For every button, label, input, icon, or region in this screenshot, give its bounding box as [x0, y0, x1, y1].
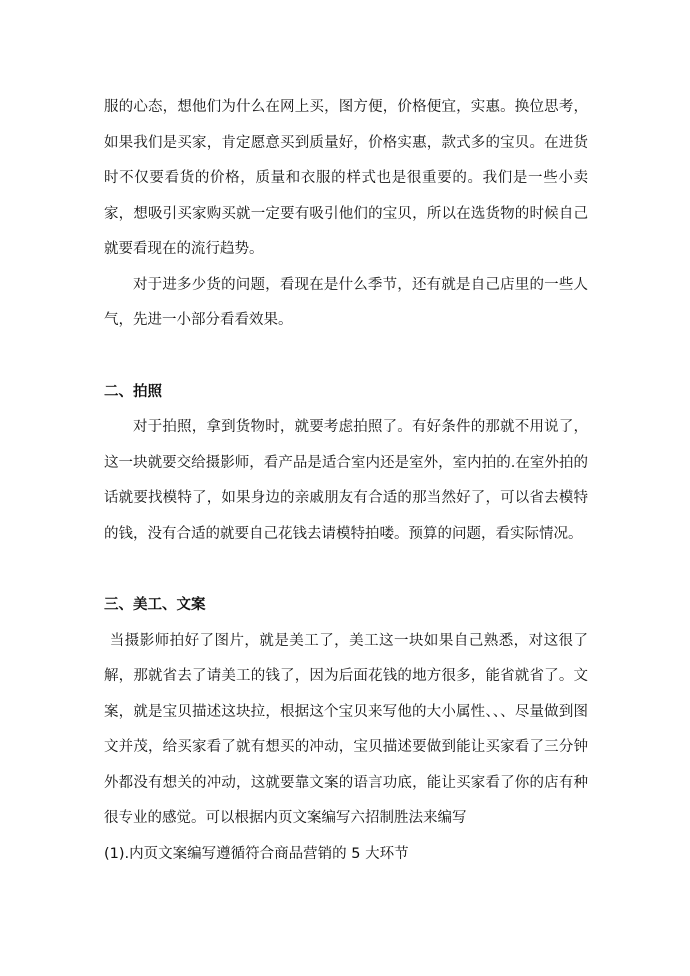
section-spacer	[104, 552, 588, 588]
section-spacer	[104, 339, 588, 375]
subsection-heading: (1).内页文案编写遵循符合商品营销的 5 大环节	[104, 845, 409, 862]
photography-paragraph: 对于拍照，拿到货物时，就要考虑拍照了。有好条件的那就不用说了，这一块就要交给摄影师，看产品是适合室内还是室外，室内拍的.在室外拍的话就要找模特了，如果身边的亲戚朋友有合适的那当然好了，可以省去模特的钱，没有合适的就要自己花钱去请模特拍喽。预算的问题，看实际情况。	[104, 419, 588, 542]
design-copywriting-paragraph: 当摄影师拍好了图片，就是美工了，美工这一块如果自己熟悉，对这很了解，那就省去了请美工的钱了，因为后面花钱的地方很多，能省就省了。文案，就是宝贝描述这块拉，根据这个宝贝来写他的大小属性、、、尽量做到图文并茂，给买家看了就有想买的冲动，宝贝描述要做到能让买家看了三分钟外都没有想关的冲动，这就要靠文案的语言功底，能让买家看了你的店有种很专业的感觉。可以根据内页文案编写六招制胜法来编写	[104, 632, 588, 826]
document-page	[104, 90, 588, 872]
intro-paragraph: 服的心态，想他们为什么在网上买，图方便，价格便宜，实惠。换位思考，如果我们是买家，肯定愿意买到质量好，价格实惠，款式多的宝贝。在进货时不仅要看货的价格，质量和衣服的样式也是很重要的。我们是一些小卖家，想吸引买家购买就一定要有吸引他们的宝贝，所以在选货物的时候自己就要看现在的流行趋势。	[104, 99, 588, 257]
section-heading-photography: 二、拍照	[104, 383, 162, 400]
section-heading-design-copywriting: 三、美工、文案	[104, 597, 206, 613]
stock-paragraph: 对于进多少货的问题，看现在是什么季节，还有就是自己店里的一些人气，先进一小部分看看效果。	[104, 276, 588, 328]
